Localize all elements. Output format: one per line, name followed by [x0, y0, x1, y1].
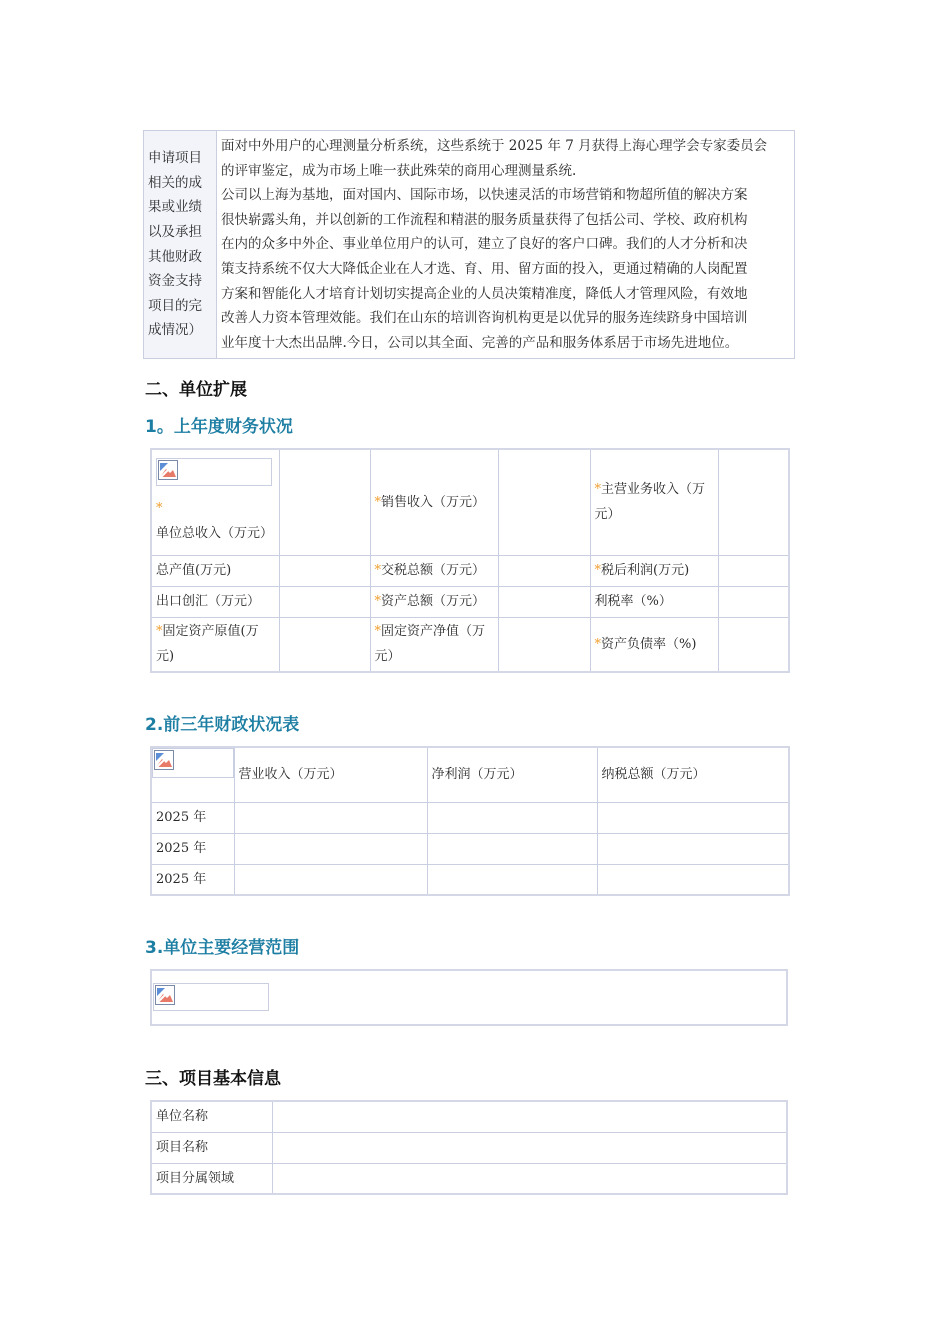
fixed-assets-original-value[interactable] [279, 617, 370, 672]
label-line: 资金支持 [148, 273, 202, 290]
image-placeholder-icon [155, 985, 175, 1005]
total-output-value[interactable] [279, 555, 370, 586]
tax-rate-label: 利税率（%） [590, 586, 718, 617]
content-line: 很快崭露头角，并以创新的工作流程和精湛的服务质量获得了包括公司、学校、政府机构 [221, 211, 748, 228]
total-assets-value[interactable] [498, 586, 590, 617]
fixed-assets-net-value[interactable] [498, 617, 590, 672]
label-line: 相关的成 [148, 174, 202, 191]
content-line: 面对中外用户的心理测量分析系统，这些系统于 2025 年 7 月获得上海心理学会专家委员会 [221, 138, 768, 154]
revenue-cell[interactable] [234, 833, 427, 864]
net-profit-cell[interactable] [427, 833, 597, 864]
tax-total-value[interactable] [498, 555, 590, 586]
scope-heading: 3.单位主要经营范围 [145, 938, 300, 958]
main-income-value[interactable] [718, 449, 789, 555]
broken-image-icon [156, 458, 272, 486]
three-year-heading: 2.前三年财政状况表 [145, 715, 300, 735]
scope-table [150, 969, 788, 1026]
tax-cell[interactable] [597, 802, 789, 833]
content-line: 改善人力资本管理效能。我们在山东的培训咨询机构更是以优异的服务连续跻身中国培训 [221, 310, 748, 327]
main-income-label: *主营业务收入（万元） [590, 449, 718, 555]
fixed-assets-original-label: *固定资产原值(万元) [151, 617, 279, 672]
tax-rate-value[interactable] [718, 586, 789, 617]
achievements-label [144, 131, 217, 359]
unit-name-label: 单位名称 [151, 1101, 272, 1132]
total-output-label: 总产值(万元) [151, 555, 279, 586]
label-line: 果或业绩 [148, 199, 202, 216]
total-income-value[interactable] [279, 449, 370, 555]
net-profit-label: *税后利润(万元) [590, 555, 718, 586]
table-row [151, 802, 789, 833]
debt-ratio-label: *资产负债率（%) [590, 617, 718, 672]
tax-total-label: *交税总额（万元） [370, 555, 498, 586]
unit-name-value[interactable] [272, 1101, 787, 1132]
revenue-cell[interactable] [234, 864, 427, 895]
net-profit-cell[interactable] [427, 864, 597, 895]
export-value[interactable] [279, 586, 370, 617]
year-label: 2025 年 [151, 802, 234, 833]
broken-image-icon [153, 983, 269, 1011]
col-header-net-profit: 净利润（万元） [427, 747, 597, 802]
content-line: 公司以上海为基地，面对国内、国际市场，以快速灵活的市场营销和物超所值的解决方案 [221, 187, 748, 204]
label-line: 申请项目 [148, 150, 202, 167]
net-profit-cell[interactable] [427, 802, 597, 833]
revenue-cell[interactable] [234, 802, 427, 833]
image-placeholder-icon [158, 460, 178, 480]
content-line: 在内的众多中外企、事业单位用户的认可，建立了良好的客户口碑。我们的人才分析和决 [221, 236, 748, 253]
tax-cell[interactable] [597, 833, 789, 864]
project-field-value[interactable] [272, 1163, 787, 1194]
project-field-label: 项目分属领域 [151, 1163, 272, 1194]
section-2-heading: 二、单位扩展 [145, 380, 247, 400]
scope-content[interactable] [151, 970, 787, 1025]
table-row [151, 833, 789, 864]
debt-ratio-value[interactable] [718, 617, 789, 672]
fixed-assets-net-label: *固定资产净值（万元） [370, 617, 498, 672]
total-assets-label: *资产总额（万元） [370, 586, 498, 617]
total-income-label: *单位总收入（万元） [151, 449, 279, 555]
sales-income-value[interactable] [498, 449, 590, 555]
content-line: 业年度十大杰出品牌.今日，公司以其全面、完善的产品和服务体系居于市场先进地位。 [221, 334, 739, 351]
finance-table [150, 448, 790, 673]
col-header-revenue: 营业收入（万元） [234, 747, 427, 802]
section-3-heading: 三、项目基本信息 [145, 1069, 281, 1089]
required-star: * [156, 501, 163, 517]
label-line: 以及承担 [148, 224, 202, 241]
project-info-table [150, 1100, 788, 1195]
achievements-table [143, 130, 795, 359]
three-year-corner [151, 747, 234, 802]
content-line: 的评审鉴定，成为市场上唯一获此殊荣的商用心理测量系统. [221, 162, 577, 179]
tax-cell[interactable] [597, 864, 789, 895]
project-name-value[interactable] [272, 1132, 787, 1163]
export-label: 出口创汇（万元） [151, 586, 279, 617]
label-line: 项目的完 [148, 297, 202, 314]
finance-heading: 1。上年度财务状况 [145, 417, 293, 437]
label-line: 成情况） [148, 322, 202, 339]
content-line: 方案和智能化人才培育计划切实提高企业的人员决策精准度，降低人才管理风险，有效地 [221, 285, 748, 302]
achievements-content [217, 131, 795, 359]
three-year-table [150, 746, 790, 896]
broken-image-icon [152, 748, 234, 778]
year-label: 2025 年 [151, 864, 234, 895]
content-line: 策支持系统不仅大大降低企业在人才选、育、用、留方面的投入，更通过精确的人岗配置 [221, 260, 748, 277]
table-row [151, 864, 789, 895]
net-profit-value[interactable] [718, 555, 789, 586]
image-placeholder-icon [154, 750, 174, 770]
project-name-label: 项目名称 [151, 1132, 272, 1163]
year-label: 2025 年 [151, 833, 234, 864]
sales-income-label: *销售收入（万元） [370, 449, 498, 555]
col-header-tax: 纳税总额（万元） [597, 747, 789, 802]
label-line: 其他财政 [148, 248, 202, 265]
